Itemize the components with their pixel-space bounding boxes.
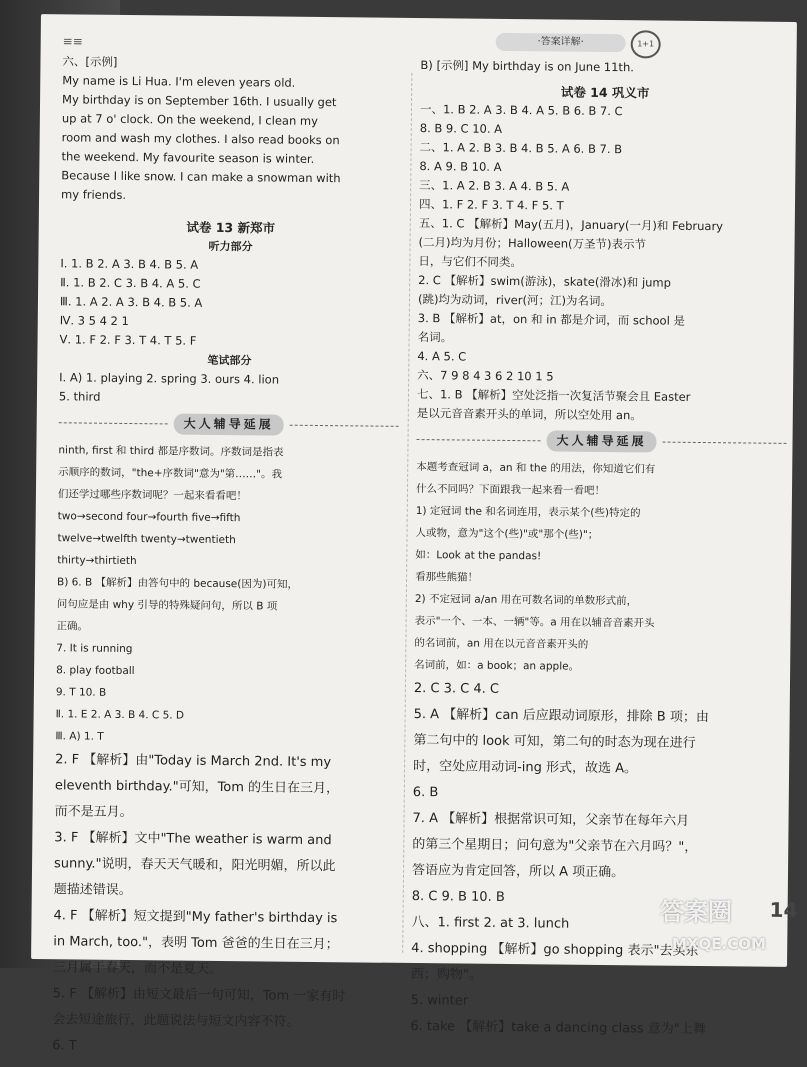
extension-line: thirty→thirtieth [57, 554, 137, 568]
test-title: 试卷 14 巩义市 [560, 84, 650, 101]
answer-page [31, 14, 798, 1054]
right-column [410, 56, 790, 1044]
extension-line: 表示"一个、一本、一辆"等。a 用在以辅音音素开头 [414, 615, 655, 630]
watermark: 答案圈 [660, 898, 732, 926]
answer-line: Ⅰ. A) 1. playing 2. spring 3. ours 4. lion [59, 370, 280, 387]
left-column [52, 52, 403, 1063]
answer-line: eleventh birthday."可知，Tom 的生日在三月， [54, 778, 340, 797]
essay-line: the weekend. My favourite season is winter. [61, 149, 315, 166]
extension-label: 大人辅导延展 [174, 413, 284, 435]
extension-line: 1) 定冠词 the 和名词连用，表示某个(些)特定的 [415, 505, 641, 520]
answer-line: 2. F 【解析】由"Today is March 2nd. It's my [55, 752, 332, 771]
answer-line: 4. F 【解析】短文提到"My father's birthday is [53, 908, 338, 927]
answer-line: 五、1. C 【解析】May(五月)，January(一月)和 February [418, 216, 724, 234]
extension-line: two→second four→fourth five→fifth [57, 510, 241, 525]
page-number: 14 [769, 897, 798, 923]
extension-line: twelve→twelfth twenty→twentieth [57, 532, 236, 547]
answer-line: 日，与它们不同类。 [418, 254, 522, 270]
answer-line: sunny."说明，春天天气暖和，阳光明媚，所以此 [53, 856, 336, 875]
answer-line: Ⅲ. A) 1. T [55, 730, 104, 743]
answer-line: 七、1. B 【解析】空处泛指一次复活节聚会且 Easter [416, 387, 691, 404]
essay-line: Because I like snow. I can make a snowman with [61, 168, 341, 186]
answer-line: 第二句中的 look 可知，第二句的时态为现在进行 [413, 733, 696, 751]
extension-line: 2) 不定冠词 a/an 用在可数名词的单数形式前， [414, 593, 638, 608]
answer-line: 9. T 10. B [55, 686, 107, 699]
logo-icon: 1+1 [631, 30, 661, 58]
answer-line: 6. take 【解析】take a dancing class 意为"上舞 [410, 1018, 706, 1038]
extension-banner [416, 429, 786, 454]
answer-line: 三、1. A 2. B 3. A 4. B 5. A [419, 178, 570, 194]
answer-line: 4. A 5. C [417, 349, 467, 364]
answer-line: 题描述错误。 [53, 882, 132, 899]
answer-line: 的第三个星期日；问句意为"父亲节在六月吗？"， [412, 837, 698, 855]
answer-line: Ⅰ. 1. B 2. A 3. B 4. B 5. A [60, 256, 199, 272]
answer-line: 2. C 3. C 4. C [413, 681, 500, 697]
extension-line: 示顺序的数词，"the+序数词"意为"第……"。我 [58, 466, 283, 481]
answer-line: 6. B [412, 785, 439, 801]
answer-line: B) 6. B 【解析】由答句中的 because(因为)可知， [56, 576, 299, 591]
answer-line: 2. C 【解析】swim(游泳)，skate(滑冰)和 jump [418, 273, 672, 290]
header-band: ·答案详解· [496, 33, 626, 52]
answer-line: (二月)均为月份；Halloween(万圣节)表示节 [418, 235, 647, 252]
section-heading: 听力部分 [208, 239, 253, 254]
answer-line: 名词。 [417, 330, 453, 345]
answer-line: (跳)均为动词，river(河；江)为名词。 [417, 292, 613, 309]
watermark-url: MXQE.COM [672, 935, 766, 953]
answer-line: 西；购物"。 [410, 966, 482, 983]
answer-line: 7. A 【解析】根据常识可知，父亲节在每年六月 [412, 811, 690, 829]
answer-line: 5. F 【解析】由短文最后一句可知，Tom 一家有时 [52, 986, 346, 1005]
answer-line: 3. B 【解析】at，on 和 in 都是介词，而 school 是 [417, 311, 686, 328]
extension-line: 如：Look at the pandas! [415, 549, 542, 563]
answer-line: 八、1. first 2. at 3. lunch [411, 914, 570, 932]
essay-line: up at 7 o' clock. On the weekend, I clean my [61, 111, 319, 128]
answer-line: Ⅱ. 1. E 2. A 3. B 4. C 5. D [55, 708, 185, 722]
extension-line: 本题考查冠词 a，an 和 the 的用法，你知道它们有 [416, 461, 656, 476]
answer-line: 8. B 9. C 10. A [419, 121, 503, 136]
extension-line: ninth, first 和 third 都是序数词。序数词是指表 [58, 444, 284, 459]
answer-line: 而不是五月。 [54, 804, 133, 821]
section-heading: 笔试部分 [207, 353, 252, 368]
answer-line: 正确。 [56, 620, 89, 633]
answer-line: 时，空处应用动词-ing 形式，故选 A。 [413, 759, 638, 777]
answer-line: 3. F 【解析】文中"The weather is warm and [54, 830, 332, 849]
answer-line: 5. A 【解析】can 后应跟动词原形，排除 B 项；由 [413, 707, 709, 726]
essay-line: My name is Li Hua. I'm eleven years old. [62, 73, 296, 90]
answer-line: Ⅳ. 3 5 4 2 1 [59, 313, 129, 329]
extension-line: 们还学过哪些序数词呢？一起来看看吧！ [57, 488, 247, 503]
answer-line: in March, too."，表明 Tom 爸爸的生日在三月； [53, 934, 339, 953]
answer-line: 问句应是由 why 引导的特殊疑问句，所以 B 项 [56, 598, 278, 613]
essay-line: room and wash my clothes. I also read books on [61, 130, 340, 148]
answer-line: 6. T [52, 1038, 77, 1054]
extension-line: 什么不同吗？下面跟我一起来看一看吧！ [415, 483, 606, 497]
test-title: 试卷 13 新郑市 [186, 219, 276, 236]
answer-line: 六、7 9 8 4 3 6 2 10 1 5 [417, 368, 554, 384]
header-mark: ≡≡ [62, 34, 83, 49]
extension-label: 大人辅导延展 [546, 430, 656, 452]
answer-line: Ⅲ. 1. A 2. A 3. B 4. B 5. A [59, 294, 203, 310]
answer-line: 5. winter [410, 992, 469, 1009]
answer-line: 8. A 9. B 10. A [419, 159, 502, 174]
column-divider [402, 73, 412, 953]
answer-line: 7. It is running [56, 642, 133, 656]
essay-line: My birthday is on September 16th. I usually get [62, 92, 337, 110]
answer-line: 会去短途旅行，此题说法与短文内容不符。 [52, 1012, 300, 1030]
extension-line: 的名词前，an 用在以元音音素开头的 [414, 637, 589, 651]
extension-line: 看那些熊猫！ [415, 571, 479, 584]
essay-line: my friends. [61, 187, 127, 202]
answer-line: 5. third [58, 389, 101, 404]
answer-line: 三月属于春天，而不是夏天。 [52, 960, 223, 978]
answer-line: Ⅱ. 1. B 2. C 3. B 4. A 5. C [60, 275, 201, 291]
answer-line: 四、1. F 2. F 3. T 4. F 5. T [418, 197, 564, 213]
extension-banner [59, 412, 399, 437]
answer-line: 二、1. A 2. B 3. B 4. B 5. A 6. B 7. B [419, 140, 623, 157]
example-line: B) [示例] My birthday is on June 11th. [420, 58, 635, 75]
answer-line: 是以元音音素开头的单词，所以空处用 an。 [416, 406, 642, 423]
answer-line: 8. C 9. B 10. B [411, 888, 505, 905]
essay-line: 六、[示例] [62, 54, 118, 69]
answer-line: 一、1. B 2. A 3. B 4. A 5. B 6. B 7. C [419, 102, 623, 119]
answer-line: 4. shopping 【解析】go shopping 表示"去买东 [411, 940, 699, 960]
extension-line: 人或物，意为"这个(些)"或"那个(些)"； [415, 527, 599, 541]
answer-line: 8. play football [56, 664, 135, 678]
answer-line: 答语应为肯定回答，所以 A 项正确。 [411, 863, 625, 881]
extension-line: 名词前，如：a book；an apple。 [414, 659, 580, 673]
answer-line: Ⅴ. 1. F 2. F 3. T 4. T 5. F [59, 332, 197, 348]
